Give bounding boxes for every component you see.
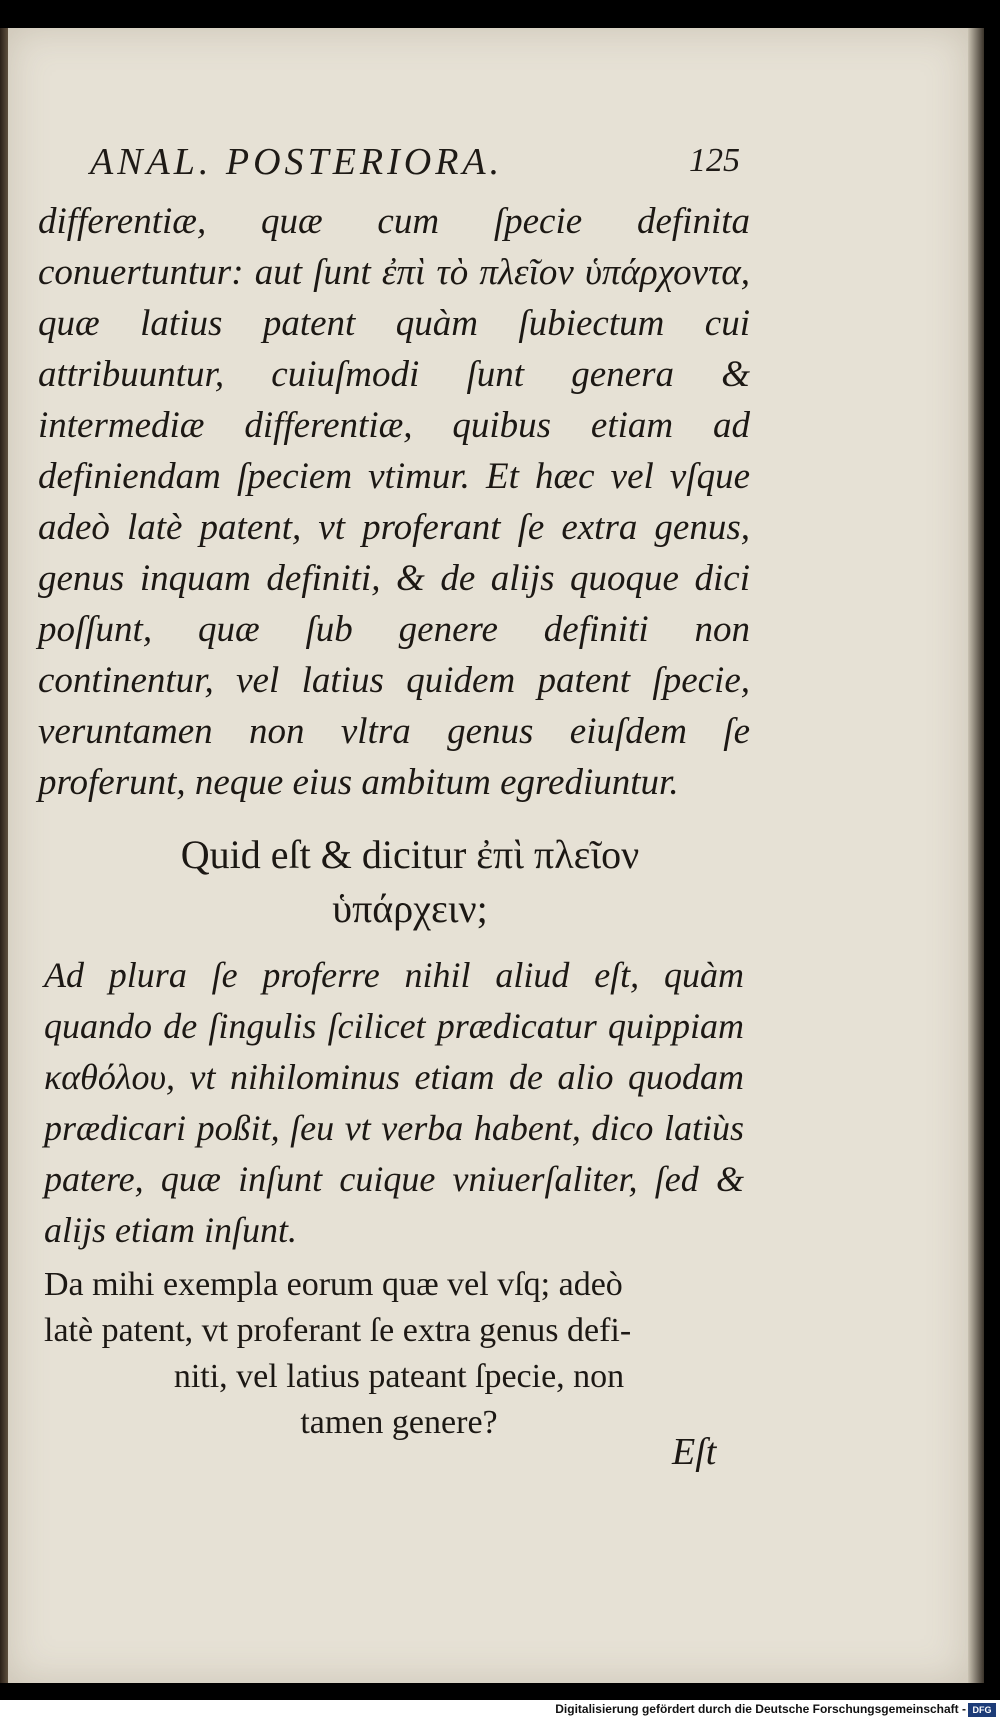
catchword: Eſt: [672, 1431, 717, 1473]
paragraph-differentiae: differentiæ, quæ cum ſpecie definita conuertuntur: aut ſunt ἐπὶ τὸ πλεῖον ὑπάρχοντα, quæ latius patent quàm ſubiectum cui attribuuntur, cuiuſmodi ſunt genera & intermediæ differentiæ, quibus etiam ad definiendam ſpeciem vtimur. Et hæc vel vſque adeò latè patent, vt proferant ſe extra genus, genus inquam definiti, & de alijs quoque dici poſſunt, quæ ſub genere definiti non continentur, vel latius quidem patent ſpecie, veruntamen non vltra genus eiuſdem ſe proferunt, neque eius ambitum egrediuntur.: [38, 201, 750, 803]
running-title: ANAL. POSTERIORA.: [90, 141, 504, 183]
question-line: latè patent, vt proferant ſe extra genus defi-: [44, 1312, 632, 1349]
dfg-logo-icon: DFG: [968, 1703, 996, 1717]
page-header: [90, 140, 740, 190]
digitization-footer: [0, 1700, 1000, 1721]
book-edge-right: [968, 28, 984, 1683]
page-number: 125: [689, 142, 740, 179]
question-exempla: [44, 1262, 754, 1446]
paragraph-ad-plura: Ad plura ſe proferre nihil aliud eſt, quàm quando de ſingulis ſcilicet prædicatur quippiam καθόλου, vt nihilominus etiam de alio quodam prædicari poßit, ſeu vt verba habent, dico latiùs patere, quæ inſunt cuique vniuerſaliter, ſed & alijs etiam inſunt.: [44, 955, 744, 1250]
question-heading: Quid eſt & dicitur ἐπὶ πλεῖον ὑπάρχειν;: [180, 832, 640, 931]
question-line: Da mihi exempla eorum quæ vel vſq; adeò: [44, 1266, 623, 1303]
funding-credit: Digitalisierung gefördert durch die Deutsche Forschungsgemeinschaft -: [555, 1702, 966, 1716]
question-line: tamen genere?: [300, 1404, 498, 1441]
question-line: niti, vel latius pateant ſpecie, non: [173, 1358, 625, 1395]
